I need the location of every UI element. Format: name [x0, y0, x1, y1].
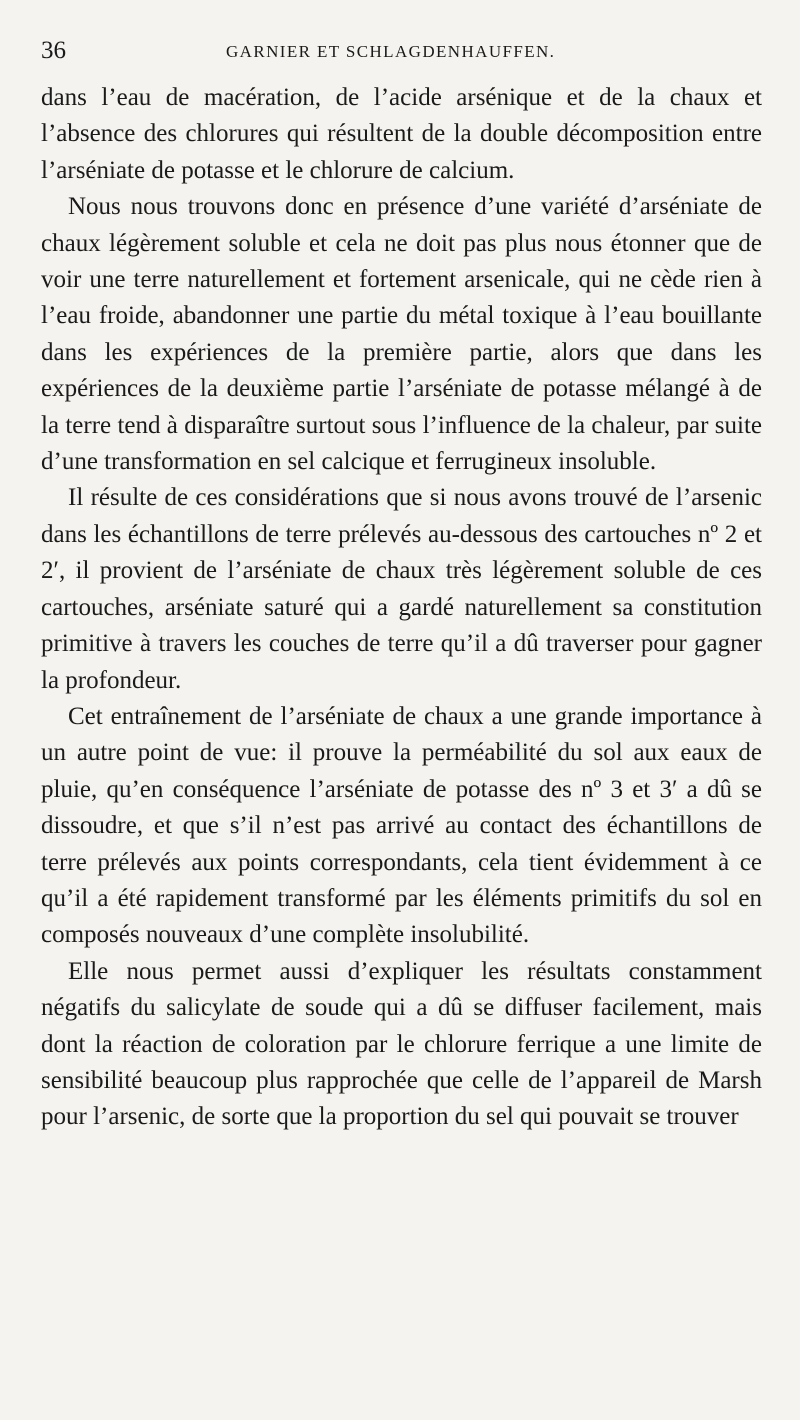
paragraph: Nous nous trouvons donc en présence d’une variété d’arséniate de chaux légèrement soluble et cela ne doit pas plus nous étonner que de voir une terre naturellement et fortement arsenicale, qui ne cède rien à l’eau froide, abandonner une partie du métal toxique à l’eau bouillante dans les expériences de la première partie, alors que dans les expériences de la deuxième partie l’arséniate de potasse mélangé à de la terre tend à disparaître surtout sous l’influence de la chaleur, par suite d’une transformation en sel calcique et ferrugineux insoluble.: [41, 193, 762, 476]
page-number: 36: [41, 37, 66, 64]
paragraph-continuation: dans l’eau de macération, de l’acide arsénique et de la chaux et l’absence des chlorures qui résultent de la double décomposition entre l’arséniate de potasse et le chlorure de calcium.: [41, 84, 762, 184]
paragraph: Elle nous permet aussi d’expliquer les résultats constamment négatifs du salicylate de soude qui a dû se diffuser facilement, mais dont la réaction de coloration par le chlorure ferrique a une limite de sensibilité beaucoup plus rapprochée que celle de l’appareil de Marsh pour l’arsenic, de sorte que la proportion du sel qui pouvait se trouver: [41, 957, 762, 1131]
body-text: [41, 80, 762, 1136]
paragraph: Cet entraînement de l’arséniate de chaux a une grande importance à un autre point de vue: il prouve la perméabilité du sol aux eaux de pluie, qu’en conséquence l’arséniate de potasse des nº 3 et 3′ a dû se dissoudre, et que s’il n’est pas arrivé au contact des échantillons de terre prélevés aux points correspondants, cela tient évidemment à ce qu’il a été rapidement transformé par les éléments primitifs du sol en composés nouveaux d’une complète insolubilité.: [41, 702, 762, 949]
paragraph: Il résulte de ces considérations que si nous avons trouvé de l’arsenic dans les échantillons de terre prélevés au-dessous des cartouches nº 2 et 2′, il provient de l’arséniate de chaux très légèrement soluble de ces cartouches, arséniate saturé qui a gardé naturellement sa constitution primitive à travers les couches de terre qu’il a dû traverser pour gagner la profondeur.: [41, 484, 762, 694]
running-title: GARNIER ET SCHLAGDENHAUFFEN.: [226, 42, 556, 61]
page-header: [41, 36, 762, 70]
